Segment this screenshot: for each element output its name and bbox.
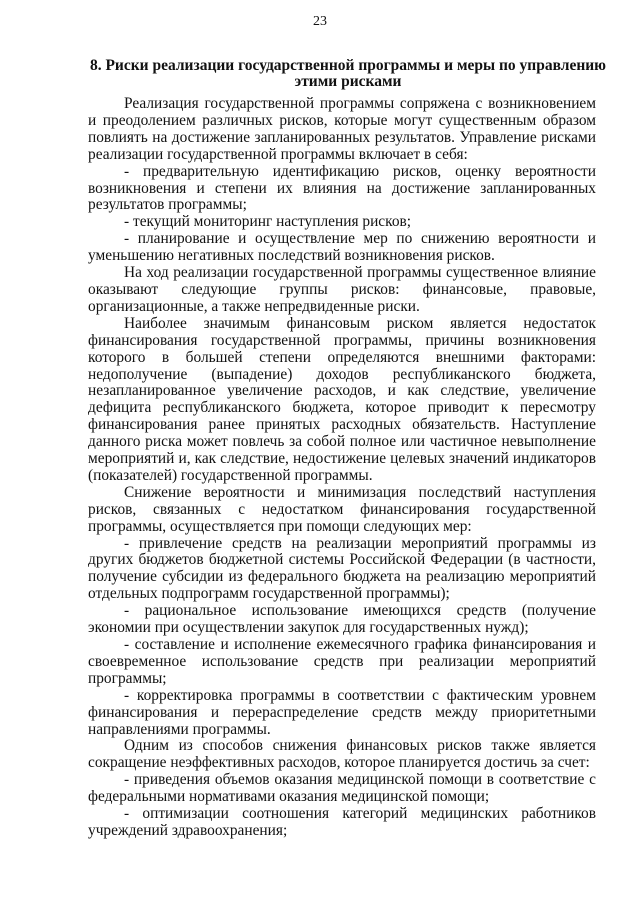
page-number: 23 xyxy=(313,14,327,29)
list-item: - рациональное использование имеющихся средств (получение экономии при осуществлении закупок для государственных нужд); xyxy=(88,602,596,637)
list-item: - планирование и осуществление мер по снижению вероятности и уменьшению негативных последствий возникновения рисков. xyxy=(88,230,596,265)
list-item: - составление и исполнение ежемесячного графика финансирования и своевременное использование средств при реализации мероприятий программы; xyxy=(88,636,596,687)
paragraph: Снижение вероятности и минимизация последствий наступления рисков, связанных с недостатком финансирования государственной программы, осуществляется при помощи следующих мер: xyxy=(88,483,596,535)
list-item: - приведения объемов оказания медицинской помощи в соответствие с федеральными нормативами оказания медицинской помощи; xyxy=(88,771,596,806)
paragraph: Реализация государственной программы сопряжена с возникновением и преодолением различных рисков, которые могут существенным образом повлиять на достижение запланированных результатов. Управление рисками реализации государственной программы включает в себя: xyxy=(88,95,596,163)
list-item: - привлечение средств на реализации мероприятий программы из других бюджетов бюджетной системы Российской Федерации (в частности, получение субсидии из федерального бюджета на реализацию мероприятий отдельных подпрограмм государственной программы); xyxy=(88,534,596,603)
paragraph: Наиболее значимым финансовым риском является недостаток финансирования государственной программы, причины возникновения которого в большей степени определяются внешними факторами: недополучение (выпадение) доходов республиканского бюджета, незапланированное увеличение расходов, и как следствие, увеличение дефицита республиканского бюджета, которое приводит к пересмотру финансирования ранее принятых расходных обязательств. Наступление данного риска может повлечь за собой полное или частичное невыполнение мероприятий и, как следствие, недостижение целевых значений индикаторов (показателей) государственной программы. xyxy=(88,314,596,484)
list-item: - предварительную идентификацию рисков, оценку вероятности возникновения и степени их влияния на достижение запланированных результатов программы; xyxy=(88,162,596,214)
section-heading: 8. Риски реализации государственной программы и меры по управлению этими рисками xyxy=(89,57,607,90)
list-item: - текущий мониторинг наступления рисков; xyxy=(124,213,412,231)
list-item: - корректировка программы в соответствии с фактическим уровнем финансирования и перераспределение средств между приоритетными направлениями программы. xyxy=(88,686,596,738)
paragraph: На ход реализации государственной программы существенное влияние оказывают следующие группы рисков: финансовые, правовые, организационные, а также непредвиденные риски. xyxy=(88,264,596,315)
list-item: - оптимизации соотношения категорий медицинских работников учреждений здравоохранения; xyxy=(88,805,596,839)
body-text xyxy=(88,96,596,840)
paragraph: Одним из способов снижения финансовых рисков также является сокращение неэффективных расходов, которое планируется достичь за счет: xyxy=(88,737,596,772)
